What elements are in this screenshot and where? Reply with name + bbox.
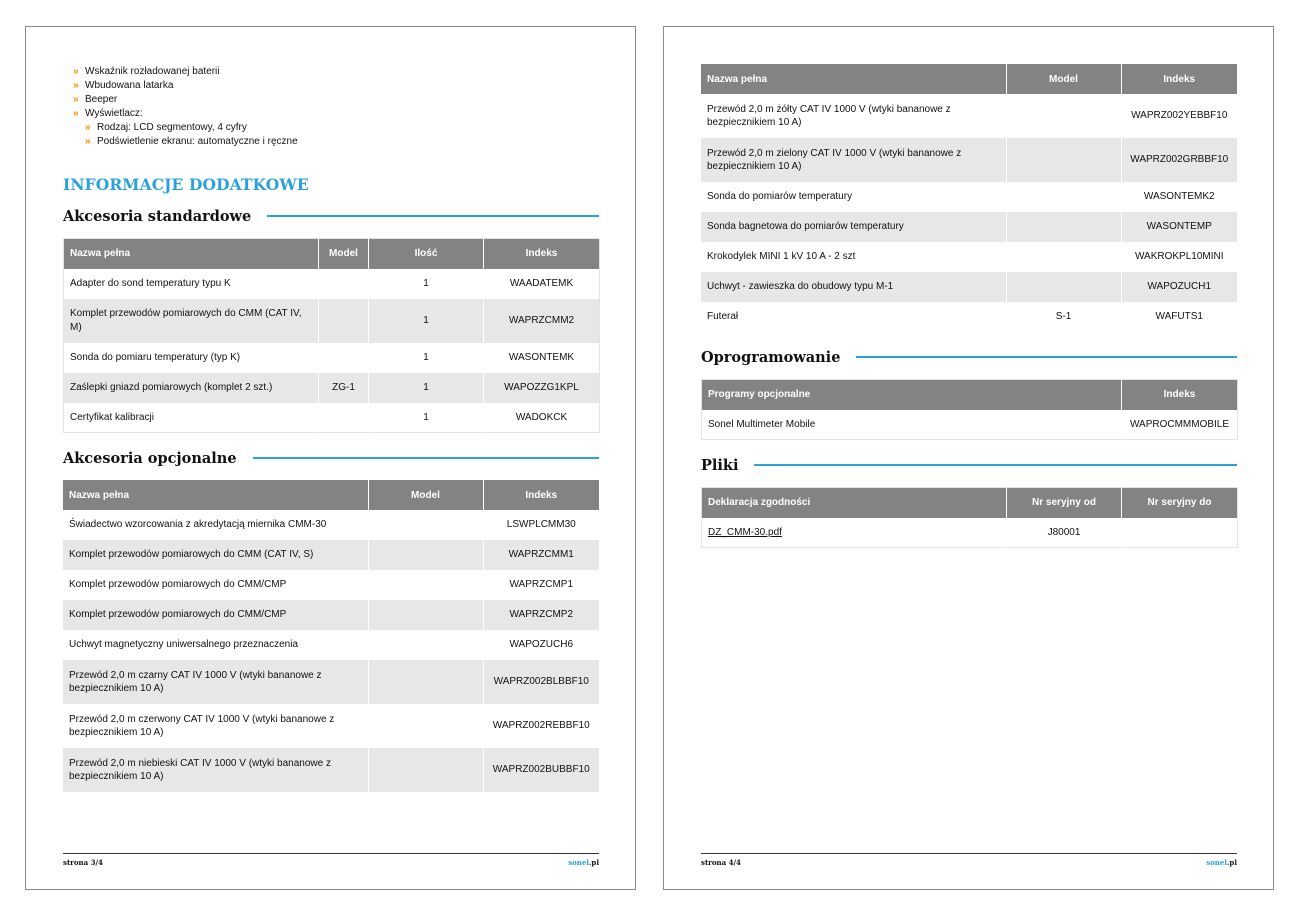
cell-name: Krokodylek MINI 1 kV 10 A - 2 szt (701, 242, 1006, 272)
cell-index: WAPRZ002REBBF10 (483, 704, 599, 748)
column-header: Nr seryjny od (1007, 488, 1122, 518)
cell-model (319, 269, 369, 299)
optional-accessories-continued-table (701, 64, 1237, 332)
cell-name: Adapter do sond temperatury typu K (64, 269, 319, 299)
cell-model: S-1 (1006, 302, 1121, 332)
table-row (702, 410, 1238, 440)
cell-model (319, 403, 369, 433)
table-row (64, 343, 600, 373)
column-header: Model (368, 480, 483, 510)
section-divider (267, 215, 599, 217)
page-number: strona 3/4 (63, 858, 103, 867)
cell-model (1006, 138, 1121, 182)
column-header: Nr seryjny do (1122, 488, 1238, 518)
cell-index: WAPRZ002BLBBF10 (483, 660, 599, 704)
cell-serial-to (1122, 518, 1238, 548)
cell-name: Przewód 2,0 m żółty CAT IV 1000 V (wtyki bananowe z bezpiecznikiem 10 A) (701, 94, 1006, 138)
cell-qty: 1 (369, 269, 484, 299)
list-item: » Rodzaj: LCD segmentowy, 4 cyfry (85, 121, 599, 135)
cell-index: WASONTEMK (484, 343, 600, 373)
cell-model (368, 630, 483, 660)
table-row (64, 403, 600, 433)
cell-name: Zaślepki gniazd pomiarowych (komplet 2 szt.) (64, 373, 319, 403)
cell-qty: 1 (369, 403, 484, 433)
column-header: Deklaracja zgodności (702, 488, 1007, 518)
cell-file (702, 518, 1007, 548)
cell-model (319, 343, 369, 373)
cell-index: WAPOZUCH1 (1121, 272, 1237, 302)
cell-index: WAPRZ002GRBBF10 (1121, 138, 1237, 182)
brand-name: sonel (568, 858, 589, 867)
table-row (64, 373, 600, 403)
table-row (63, 600, 599, 630)
column-header: Nazwa pełna (701, 64, 1006, 94)
cell-index: WAFUTS1 (1121, 302, 1237, 332)
section-divider (754, 464, 1237, 466)
column-header: Indeks (483, 480, 599, 510)
files-table (701, 487, 1238, 548)
table-row (63, 540, 599, 570)
page-footer (63, 853, 599, 868)
cell-name: Uchwyt magnetyczny uniwersalnego przeznaczenia (63, 630, 368, 660)
declaration-file-link[interactable]: DZ_CMM-30.pdf (708, 526, 782, 538)
page-footer (701, 853, 1237, 868)
list-item: » Beeper (73, 93, 599, 107)
column-header: Indeks (484, 239, 600, 269)
cell-model (368, 704, 483, 748)
section-title: Akcesoria standardowe (63, 207, 252, 225)
cell-index: WASONTEMP (1121, 212, 1237, 242)
column-header: Nazwa pełna (63, 480, 368, 510)
section-divider (253, 457, 599, 459)
column-header: Model (1006, 64, 1121, 94)
cell-model (368, 540, 483, 570)
page-3 (25, 26, 636, 890)
cell-index: WAPRZ002BUBBF10 (483, 748, 599, 792)
table-row (701, 242, 1237, 272)
cell-index: WAPRZ002YEBBF10 (1121, 94, 1237, 138)
list-item: » Podświetlenie ekranu: automatyczne i ręczne (85, 135, 599, 149)
page-3-content (63, 65, 599, 792)
cell-index: WAPOZZG1KPL (484, 373, 600, 403)
section-title: Oprogramowanie (701, 348, 841, 366)
cell-name: Certyfikat kalibracji (64, 403, 319, 433)
brand-link[interactable] (568, 858, 599, 867)
column-header: Indeks (1122, 380, 1238, 410)
standard-accessories-table (63, 238, 600, 433)
cell-model (368, 570, 483, 600)
brand-domain: .pl (589, 858, 599, 867)
table-row (701, 212, 1237, 242)
column-header: Indeks (1121, 64, 1237, 94)
cell-model (319, 299, 369, 343)
table-row (63, 570, 599, 600)
section-heading-optional (63, 449, 599, 467)
table-row (702, 518, 1238, 548)
cell-name: Przewód 2,0 m czarny CAT IV 1000 V (wtyki bananowe z bezpiecznikiem 10 A) (63, 660, 368, 704)
cell-name: Sonda do pomiaru temperatury (typ K) (64, 343, 319, 373)
brand-name: sonel (1206, 858, 1227, 867)
page-number: strona 4/4 (701, 858, 741, 867)
cell-name: Przewód 2,0 m niebieski CAT IV 1000 V (wtyki bananowe z bezpiecznikiem 10 A) (63, 748, 368, 792)
cell-model (1006, 182, 1121, 212)
cell-name: Futerał (701, 302, 1006, 332)
cell-index: WAPRZCMP2 (483, 600, 599, 630)
column-header: Programy opcjonalne (702, 380, 1122, 410)
cell-name: Świadectwo wzorcowania z akredytacją miernika CMM-30 (63, 510, 368, 540)
table-row (63, 510, 599, 540)
list-item: » Wskaźnik rozładowanej baterii (73, 65, 599, 79)
cell-serial-from: J80001 (1007, 518, 1122, 548)
cell-name: Sonda bagnetowa do pomiarów temperatury (701, 212, 1006, 242)
cell-model (368, 748, 483, 792)
table-row (701, 302, 1237, 332)
table-row (63, 704, 599, 748)
cell-name: Komplet przewodów pomiarowych do CMM/CMP (63, 600, 368, 630)
section-heading-standard (63, 207, 599, 225)
cell-name: Komplet przewodów pomiarowych do CMM (CAT IV, M) (64, 299, 319, 343)
cell-name: Komplet przewodów pomiarowych do CMM (CAT IV, S) (63, 540, 368, 570)
cell-model (368, 510, 483, 540)
cell-qty: 1 (369, 343, 484, 373)
table-row (701, 94, 1237, 138)
section-title: Pliki (701, 456, 739, 474)
brand-link[interactable] (1206, 858, 1237, 867)
cell-model: ZG-1 (319, 373, 369, 403)
cell-index: WAPROCMMMOBILE (1122, 410, 1238, 440)
table-row (701, 182, 1237, 212)
cell-model (1006, 212, 1121, 242)
cell-model (368, 660, 483, 704)
feature-list (63, 65, 599, 149)
table-row (63, 630, 599, 660)
cell-index: WAADATEMK (484, 269, 600, 299)
software-table (701, 379, 1238, 440)
table-row (64, 299, 600, 343)
cell-name: Sonel Multimeter Mobile (702, 410, 1122, 440)
page-4-content (701, 64, 1237, 548)
table-row (701, 272, 1237, 302)
brand-domain: .pl (1227, 858, 1237, 867)
cell-qty: 1 (369, 299, 484, 343)
cell-model (1006, 272, 1121, 302)
cell-index: LSWPLCMM30 (483, 510, 599, 540)
cell-index: WAPRZCMM1 (483, 540, 599, 570)
section-heading-software (701, 348, 1237, 366)
table-row (701, 138, 1237, 182)
info-title: INFORMACJE DODATKOWE (63, 175, 309, 194)
cell-model (1006, 94, 1121, 138)
section-divider (856, 356, 1237, 358)
optional-accessories-table (63, 480, 599, 792)
cell-model (1006, 242, 1121, 272)
cell-index: WAPOZUCH6 (483, 630, 599, 660)
cell-name: Przewód 2,0 m zielony CAT IV 1000 V (wtyki bananowe z bezpiecznikiem 10 A) (701, 138, 1006, 182)
cell-name: Przewód 2,0 m czerwony CAT IV 1000 V (wtyki bananowe z bezpiecznikiem 10 A) (63, 704, 368, 748)
section-title: Akcesoria opcjonalne (63, 449, 237, 467)
column-header: Model (319, 239, 369, 269)
column-header: Nazwa pełna (64, 239, 319, 269)
cell-index: WADOKCK (484, 403, 600, 433)
cell-name: Komplet przewodów pomiarowych do CMM/CMP (63, 570, 368, 600)
table-row (64, 269, 600, 299)
cell-name: Uchwyt - zawieszka do obudowy typu M-1 (701, 272, 1006, 302)
section-heading-files (701, 456, 1237, 474)
column-header: Ilość (369, 239, 484, 269)
cell-name: Sonda do pomiarów temperatury (701, 182, 1006, 212)
cell-model (368, 600, 483, 630)
page-4 (663, 26, 1274, 890)
cell-index: WAKROKPL10MINI (1121, 242, 1237, 272)
table-row (63, 660, 599, 704)
list-item: » Wyświetlacz: (73, 107, 599, 121)
cell-index: WAPRZCMM2 (484, 299, 600, 343)
cell-index: WASONTEMK2 (1121, 182, 1237, 212)
list-item: » Wbudowana latarka (73, 79, 599, 93)
table-row (63, 748, 599, 792)
cell-qty: 1 (369, 373, 484, 403)
cell-index: WAPRZCMP1 (483, 570, 599, 600)
